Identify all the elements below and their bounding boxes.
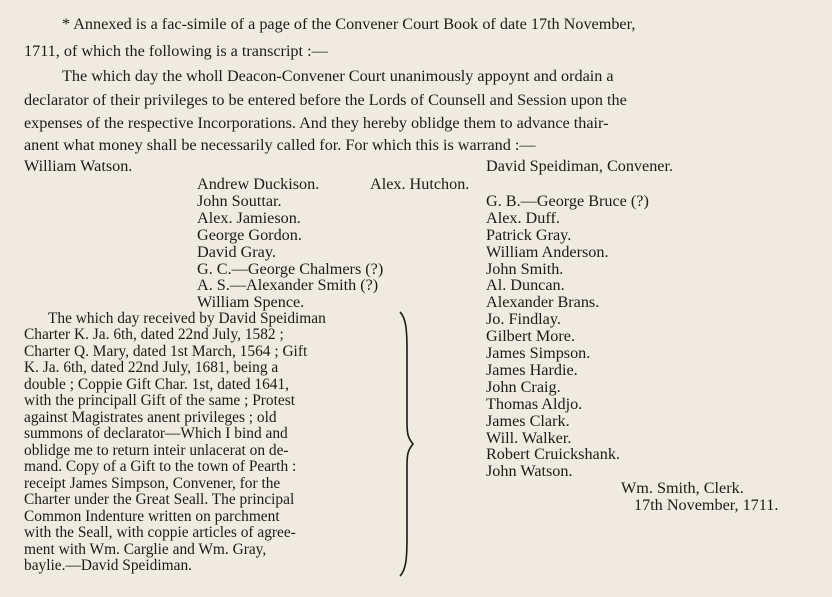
list-item: Gilbert More. <box>486 327 576 345</box>
list-item: John Craig. <box>486 378 561 396</box>
receipt-line: Charter K. Ja. 6th, dated 22nd July, 1582 ; <box>24 326 284 343</box>
list-item: Alex. Jamieson. <box>197 209 301 227</box>
list-item: John Souttar. <box>197 192 282 210</box>
clerk-date: 17th November, 1711. <box>634 496 779 514</box>
list-item: John Watson. <box>486 462 573 480</box>
list-item: Jo. Findlay. <box>486 310 561 328</box>
list-item: James Simpson. <box>486 344 591 362</box>
receipt-line: baylie.—David Speidiman. <box>24 557 192 574</box>
list-item: George Gordon. <box>197 226 302 244</box>
receipt-line: mand. Copy of a Gift to the town of Pearth : <box>24 458 297 475</box>
list-item: John Smith. <box>486 260 564 278</box>
list-item: G. C.—George Chalmers (?) <box>197 260 384 278</box>
receipt-line: ment with Wm. Carglie and Wm. Gray, <box>24 541 267 558</box>
signature-convener: David Speidiman, Convener. <box>486 157 674 175</box>
list-item: James Clark. <box>486 412 570 430</box>
receipt-line: double ; Coppie Gift Char. 1st, dated 1641, <box>24 376 290 393</box>
list-item: William Spence. <box>197 293 305 311</box>
receipt-line: against Magistrates anent privileges ; old <box>24 409 277 426</box>
list-item: G. B.—George Bruce (?) <box>486 192 649 210</box>
receipt-line: receipt James Simpson, Convener, for the <box>24 475 281 492</box>
receipt-line: with the principall Gift of the same ; Protest <box>24 392 295 409</box>
receipt-line: with the Seall, with coppie articles of agree- <box>24 524 296 541</box>
receipt-line: The which day received by David Speidiman <box>48 310 326 327</box>
list-item: Al. Duncan. <box>486 276 565 294</box>
signature-william-watson: William Watson. <box>24 157 133 175</box>
intro-line-1: * Annexed is a fac-simile of a page of the Convener Court Book of date 17th November, <box>62 15 636 33</box>
receipt-line: oblidge me to return inteir unlacerat on de- <box>24 442 289 459</box>
receipt-line: summons of declarator—Which I bind and <box>24 425 288 442</box>
curly-brace-icon <box>398 310 414 578</box>
name-alex-hutchon: Alex. Hutchon. <box>370 175 470 193</box>
list-item: Patrick Gray. <box>486 226 572 244</box>
name-andrew-duckison: Andrew Duckison. <box>197 175 320 193</box>
list-item: Thomas Aldjo. <box>486 395 583 413</box>
list-item: A. S.—Alexander Smith (?) <box>197 276 379 294</box>
intro-line-2: 1711, of which the following is a transcript :— <box>24 42 328 60</box>
list-item: Alexander Brans. <box>486 293 600 311</box>
list-item: Alex. Duff. <box>486 209 560 227</box>
receipt-line: K. Ja. 6th, dated 22nd July, 1681, being a <box>24 359 279 376</box>
list-item: Will. Walker. <box>486 429 572 447</box>
intro-line-6: anent what money shall be necessarily called for. For which this is warrand :— <box>24 136 536 154</box>
clerk-signature: Wm. Smith, Clerk. <box>621 479 744 497</box>
receipt-line: Charter under the Great Seall. The principal <box>24 491 295 508</box>
intro-line-3: The which day the wholl Deacon-Convener Court unanimously appoynt and ordain a <box>62 67 614 85</box>
list-item: James Hardie. <box>486 361 578 379</box>
list-item: David Gray. <box>197 243 276 261</box>
list-item: William Anderson. <box>486 243 609 261</box>
intro-line-4: declarator of their privileges to be entered before the Lords of Counsell and Session upon the <box>24 91 627 109</box>
intro-line-5: expenses of the respective Incorporations. And they hereby oblidge them to advance thair- <box>24 114 609 132</box>
list-item: Robert Cruickshank. <box>486 445 620 463</box>
receipt-line: Common Indenture written on parchment <box>24 508 280 525</box>
receipt-line: Charter Q. Mary, dated 1st March, 1564 ; Gift <box>24 343 308 360</box>
